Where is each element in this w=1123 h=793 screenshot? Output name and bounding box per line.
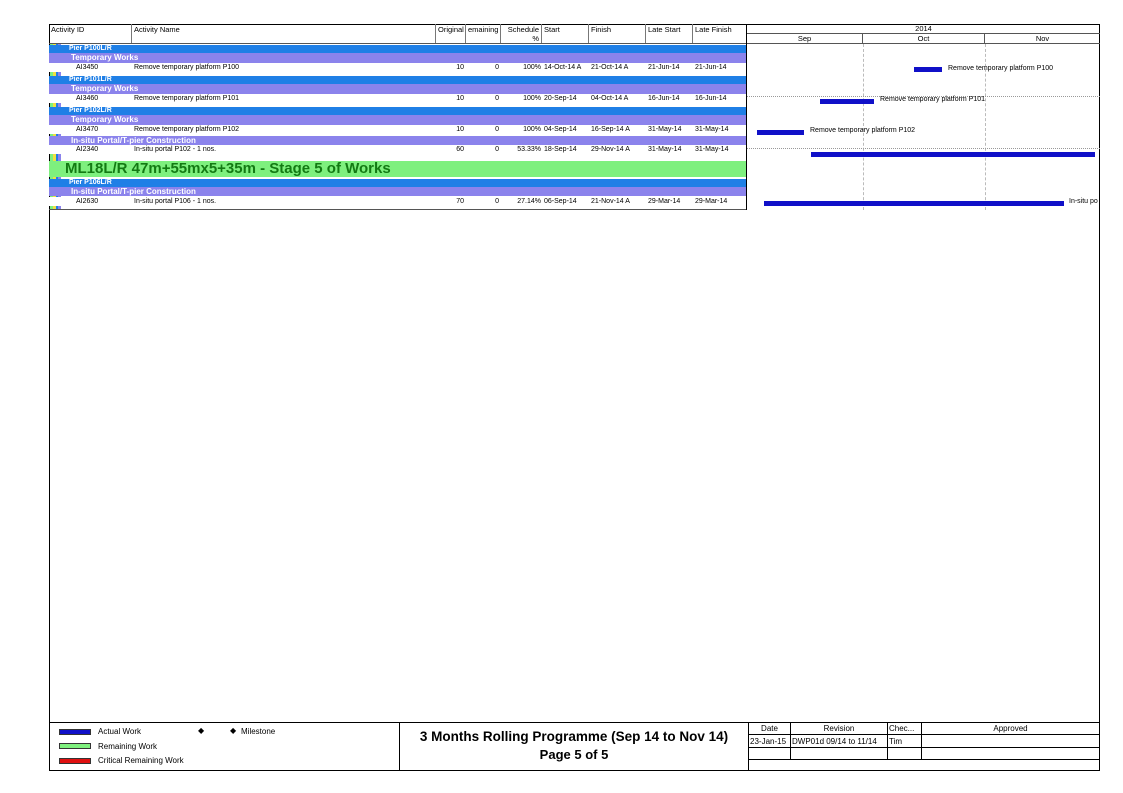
revision-date: 23-Jan-15: [750, 737, 787, 746]
table-row[interactable]: [49, 94, 746, 103]
cell-schedule-pct: 53.33%: [517, 146, 541, 153]
gantt-bar-label: Remove temporary platform P100: [948, 65, 1054, 72]
cell-start: 20-Sep-14: [544, 95, 577, 102]
table-bottom-line: [49, 209, 746, 210]
revision-header-revision: Revision: [823, 724, 855, 733]
cell-finish: 21-Nov-14 A: [591, 198, 630, 205]
table-row[interactable]: [49, 63, 746, 72]
row-gridline: [747, 148, 1100, 149]
cell-original: 10: [456, 64, 464, 71]
legend-swatch-critical: [59, 758, 91, 764]
revision-header-approved: Approved: [993, 724, 1028, 733]
cell-original: 70: [456, 198, 464, 205]
revision-header-checked: Chec...: [889, 724, 915, 733]
cell-schedule-pct: 100%: [523, 64, 541, 71]
group-band-temporary-works[interactable]: Temporary Works: [49, 53, 746, 63]
revision-table: [749, 723, 1099, 771]
cell-finish: 04-Oct-14 A: [591, 95, 629, 102]
gantt-bar-ai3460[interactable]: [820, 99, 874, 104]
cell-original: 10: [456, 95, 464, 102]
gantt-bar-label: Remove temporary platform P102: [810, 127, 916, 134]
timescale-year: 2014: [747, 24, 1100, 34]
revision-header-date: Date: [761, 724, 778, 733]
group-band-insitu-construction[interactable]: In-situ Portal/T-pier Construction: [49, 136, 746, 145]
timescale-month-nov: Nov: [985, 34, 1100, 44]
cell-activity-id: AI3470: [76, 126, 99, 133]
cell-finish: 16-Sep-14 A: [591, 126, 630, 133]
gantt-bar-ai2630[interactable]: [764, 201, 1064, 206]
cell-start: 18-Sep-14: [544, 146, 577, 153]
cell-remaining: 0: [495, 95, 499, 102]
cell-schedule-pct: 27.14%: [517, 198, 541, 205]
cell-finish: 21-Oct-14 A: [591, 64, 629, 71]
group-band-temporary-works[interactable]: Temporary Works: [49, 84, 746, 94]
col-header-finish[interactable]: Finish: [589, 24, 646, 44]
legend-label-critical: Critical Remaining Work: [98, 756, 184, 765]
cell-late-finish: 21-Jun-14: [695, 64, 727, 71]
cell-remaining: 0: [495, 198, 499, 205]
legend-label-actual: Actual Work: [98, 727, 141, 736]
timescale-month-oct: Oct: [863, 34, 985, 44]
col-header-activity-id[interactable]: Activity ID: [49, 24, 132, 44]
legend-label-remaining: Remaining Work: [98, 742, 157, 751]
table-row[interactable]: [49, 197, 746, 206]
gantt-bar-ai3450[interactable]: [914, 67, 942, 72]
cell-late-finish: 29-Mar-14: [695, 198, 728, 205]
revision-hline: [749, 747, 1099, 748]
timescale-month-sep: Sep: [747, 34, 863, 44]
cell-remaining: 0: [495, 146, 499, 153]
milestone-diamond-icon: ◆: [198, 726, 205, 735]
cell-late-start: 31-May-14: [648, 126, 682, 133]
cell-remaining: 0: [495, 64, 499, 71]
col-header-late-start[interactable]: Late Start: [646, 24, 693, 44]
page-title: 3 Months Rolling Programme (Sep 14 to Nov 14): [419, 729, 729, 744]
cell-activity-name: Remove temporary platform P100: [134, 64, 240, 71]
cell-activity-id: AI3450: [76, 64, 99, 71]
cell-activity-name: In-situ portal P102 - 1 nos.: [134, 146, 217, 153]
legend-swatch-actual: [59, 729, 91, 735]
header-divider: [49, 43, 746, 44]
cell-late-finish: 31-May-14: [695, 146, 729, 153]
group-band-pier[interactable]: Pier P102L/R: [49, 107, 746, 115]
cell-start: 06-Sep-14: [544, 198, 577, 205]
cell-activity-name: In-situ portal P106 - 1 nos.: [134, 198, 217, 205]
cell-original: 60: [456, 146, 464, 153]
group-band-pier[interactable]: Pier P101L/R: [49, 76, 746, 84]
cell-late-start: 21-Jun-14: [648, 64, 680, 71]
legend-swatch-remaining: [59, 743, 91, 749]
cell-original: 10: [456, 126, 464, 133]
revision-id: DWP01d 09/14 to 11/14: [792, 737, 877, 746]
col-header-original[interactable]: Original: [436, 24, 466, 44]
cell-late-finish: 31-May-14: [695, 126, 729, 133]
col-header-remaining[interactable]: emaining: [466, 24, 501, 44]
gantt-bar-ai3470[interactable]: [757, 130, 804, 135]
cell-activity-name: Remove temporary platform P101: [134, 95, 240, 102]
gantt-bar-ai2340[interactable]: [811, 152, 1095, 157]
cell-schedule-pct: 100%: [523, 95, 541, 102]
col-header-schedule-pct[interactable]: Schedule %: [501, 24, 542, 44]
footer: [49, 722, 1100, 771]
cell-late-start: 16-Jun-14: [648, 95, 680, 102]
cell-start: 14-Oct-14 A: [544, 64, 582, 71]
gantt-bar-label: In-situ po: [1069, 198, 1098, 205]
cell-start: 04-Sep-14: [544, 126, 577, 133]
cell-late-finish: 16-Jun-14: [695, 95, 727, 102]
cell-activity-name: Remove temporary platform P102: [134, 126, 240, 133]
table-row[interactable]: [49, 125, 746, 134]
cell-schedule-pct: 100%: [523, 126, 541, 133]
cell-remaining: 0: [495, 126, 499, 133]
col-header-late-finish[interactable]: Late Finish: [695, 25, 732, 34]
wbs-band-stage5[interactable]: ML18L/R 47m+55mx5+35m - Stage 5 of Works: [49, 161, 746, 177]
revision-hline: [749, 734, 1099, 735]
activity-table: [49, 24, 746, 210]
cell-activity-id: AI2630: [76, 198, 99, 205]
group-band-temporary-works[interactable]: Temporary Works: [49, 115, 746, 125]
revision-vline: [887, 723, 888, 760]
col-header-start[interactable]: Start: [542, 24, 589, 44]
group-band-pier[interactable]: Pier P100L/R: [49, 45, 746, 53]
legend-label-milestone: Milestone: [241, 727, 276, 736]
revision-hline: [749, 759, 1099, 760]
col-header-activity-name[interactable]: Activity Name: [132, 24, 436, 44]
cell-late-start: 29-Mar-14: [648, 198, 681, 205]
cell-activity-id: AI2340: [76, 146, 99, 153]
cell-activity-id: AI3460: [76, 95, 99, 102]
milestone-diamond-icon: ◆: [230, 726, 237, 735]
cell-late-start: 31-May-14: [648, 146, 682, 153]
page-number: Page 5 of 5: [539, 747, 609, 762]
cell-finish: 29-Nov-14 A: [591, 146, 630, 153]
table-row[interactable]: [49, 145, 746, 154]
group-band-pier[interactable]: Pier P106L/R: [49, 179, 746, 187]
group-band-insitu-construction[interactable]: In-situ Portal/T-pier Construction: [49, 187, 746, 196]
gantt-bar-label: Remove temporary platform P101: [880, 96, 986, 103]
revision-checked-by: Tim: [889, 737, 903, 746]
title-block: [399, 723, 749, 771]
gantt-chart: [746, 24, 1100, 210]
